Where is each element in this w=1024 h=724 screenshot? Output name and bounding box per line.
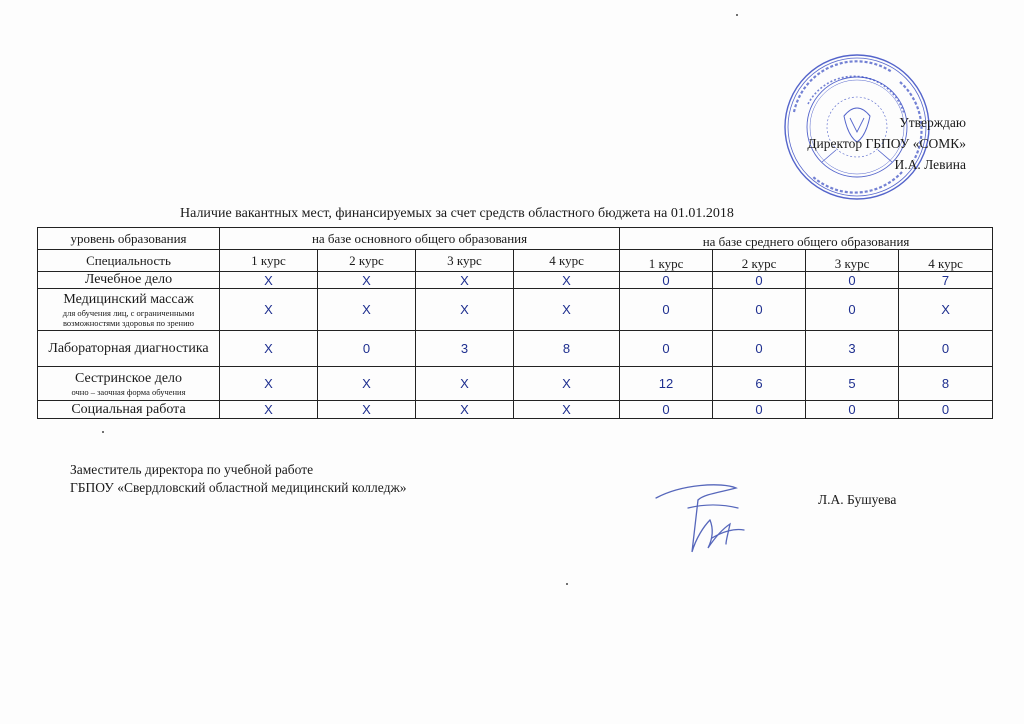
table-cell: 0 bbox=[620, 331, 713, 367]
table-cell: X bbox=[318, 367, 416, 401]
table-row bbox=[38, 272, 993, 289]
table-cell: X bbox=[514, 272, 620, 289]
scan-speck bbox=[736, 14, 738, 16]
specialty-name: Сестринское дело bbox=[74, 370, 183, 386]
table-cell: X bbox=[220, 272, 318, 289]
signature-icon bbox=[652, 478, 772, 560]
level-label: уровень образования bbox=[38, 228, 220, 250]
specialty-name: Лабораторная диагностика bbox=[48, 340, 209, 356]
table-cell: 7 bbox=[899, 272, 993, 289]
specialty-note: очно – заочная форма обучения bbox=[71, 386, 186, 397]
table-cell: X bbox=[318, 289, 416, 331]
signatory-position: Заместитель директора по учебной работе bbox=[70, 462, 314, 477]
group-basic: на базе основного общего образования bbox=[220, 228, 620, 250]
table-cell: X bbox=[220, 331, 318, 367]
scan-speck bbox=[566, 583, 568, 585]
table-cell: 0 bbox=[620, 272, 713, 289]
table-row bbox=[38, 289, 993, 331]
table-row bbox=[38, 367, 993, 401]
scan-speck bbox=[102, 431, 104, 433]
specialty-label: Специальность bbox=[38, 250, 220, 272]
table-cell: X bbox=[416, 289, 514, 331]
table-cell: 0 bbox=[899, 401, 993, 419]
table-cell: 8 bbox=[899, 367, 993, 401]
table-cell: 0 bbox=[620, 401, 713, 419]
table-cell: 3 bbox=[806, 331, 899, 367]
table-cell: 6 bbox=[713, 367, 806, 401]
signatory-organization: ГБПОУ «Свердловский областной медицинский колледж» bbox=[70, 480, 407, 495]
table-cell: 0 bbox=[806, 289, 899, 331]
specialty-name: Медицинский массаж bbox=[63, 291, 194, 307]
course-header: 2 курс bbox=[318, 250, 416, 272]
table-cell: 0 bbox=[806, 272, 899, 289]
table-cell: X bbox=[416, 367, 514, 401]
table-cell: 12 bbox=[620, 367, 713, 401]
course-header: 3 курс bbox=[806, 250, 899, 272]
table-cell: 0 bbox=[899, 331, 993, 367]
table-cell: 0 bbox=[713, 331, 806, 367]
table-cell: X bbox=[220, 367, 318, 401]
table-header-row bbox=[38, 228, 993, 250]
table-cell: 0 bbox=[713, 401, 806, 419]
approval-position: Директор ГБПОУ «СОМК» bbox=[807, 136, 966, 151]
course-header: 4 курс bbox=[514, 250, 620, 272]
approval-block bbox=[807, 112, 966, 175]
signatory-name: Л.А. Бушуева bbox=[818, 492, 897, 507]
document-title: Наличие вакантных мест, финансируемых за счет средств областного бюджета на 01.01.2018 bbox=[180, 206, 734, 221]
table-cell: 0 bbox=[713, 272, 806, 289]
table-cell: X bbox=[514, 367, 620, 401]
course-header: 3 курс bbox=[416, 250, 514, 272]
table-cell: X bbox=[318, 272, 416, 289]
course-header: 1 курс bbox=[620, 250, 713, 272]
footer-signatory bbox=[70, 461, 407, 497]
specialty-note: для обучения лиц, с ограниченными возможностями здоровья по зрению bbox=[62, 307, 195, 328]
table-cell: X bbox=[899, 289, 993, 331]
table-row bbox=[38, 401, 993, 419]
vacancies-table bbox=[37, 227, 993, 419]
table-cell: X bbox=[416, 401, 514, 419]
table-cell: 5 bbox=[806, 367, 899, 401]
course-header: 4 курс bbox=[899, 250, 993, 272]
table-cell: X bbox=[220, 289, 318, 331]
approval-word: Утверждаю bbox=[899, 115, 966, 130]
course-header: 1 курс bbox=[220, 250, 318, 272]
table-cell: 0 bbox=[620, 289, 713, 331]
approval-name: И.А. Левина bbox=[894, 157, 966, 172]
table-cell: 0 bbox=[318, 331, 416, 367]
table-cell: 8 bbox=[514, 331, 620, 367]
table-cell: X bbox=[514, 401, 620, 419]
table-cell: 0 bbox=[713, 289, 806, 331]
specialty-name: Социальная работа bbox=[71, 401, 186, 417]
table-cell: X bbox=[416, 272, 514, 289]
table-cell: X bbox=[318, 401, 416, 419]
table-cell: X bbox=[220, 401, 318, 419]
course-header: 2 курс bbox=[713, 250, 806, 272]
specialty-name: Лечебное дело bbox=[84, 272, 173, 287]
table-cell: 0 bbox=[806, 401, 899, 419]
group-secondary: на базе среднего общего образования bbox=[620, 228, 993, 250]
table-cell: 3 bbox=[416, 331, 514, 367]
table-cell: X bbox=[514, 289, 620, 331]
table-header-row bbox=[38, 250, 993, 272]
table-row bbox=[38, 331, 993, 367]
